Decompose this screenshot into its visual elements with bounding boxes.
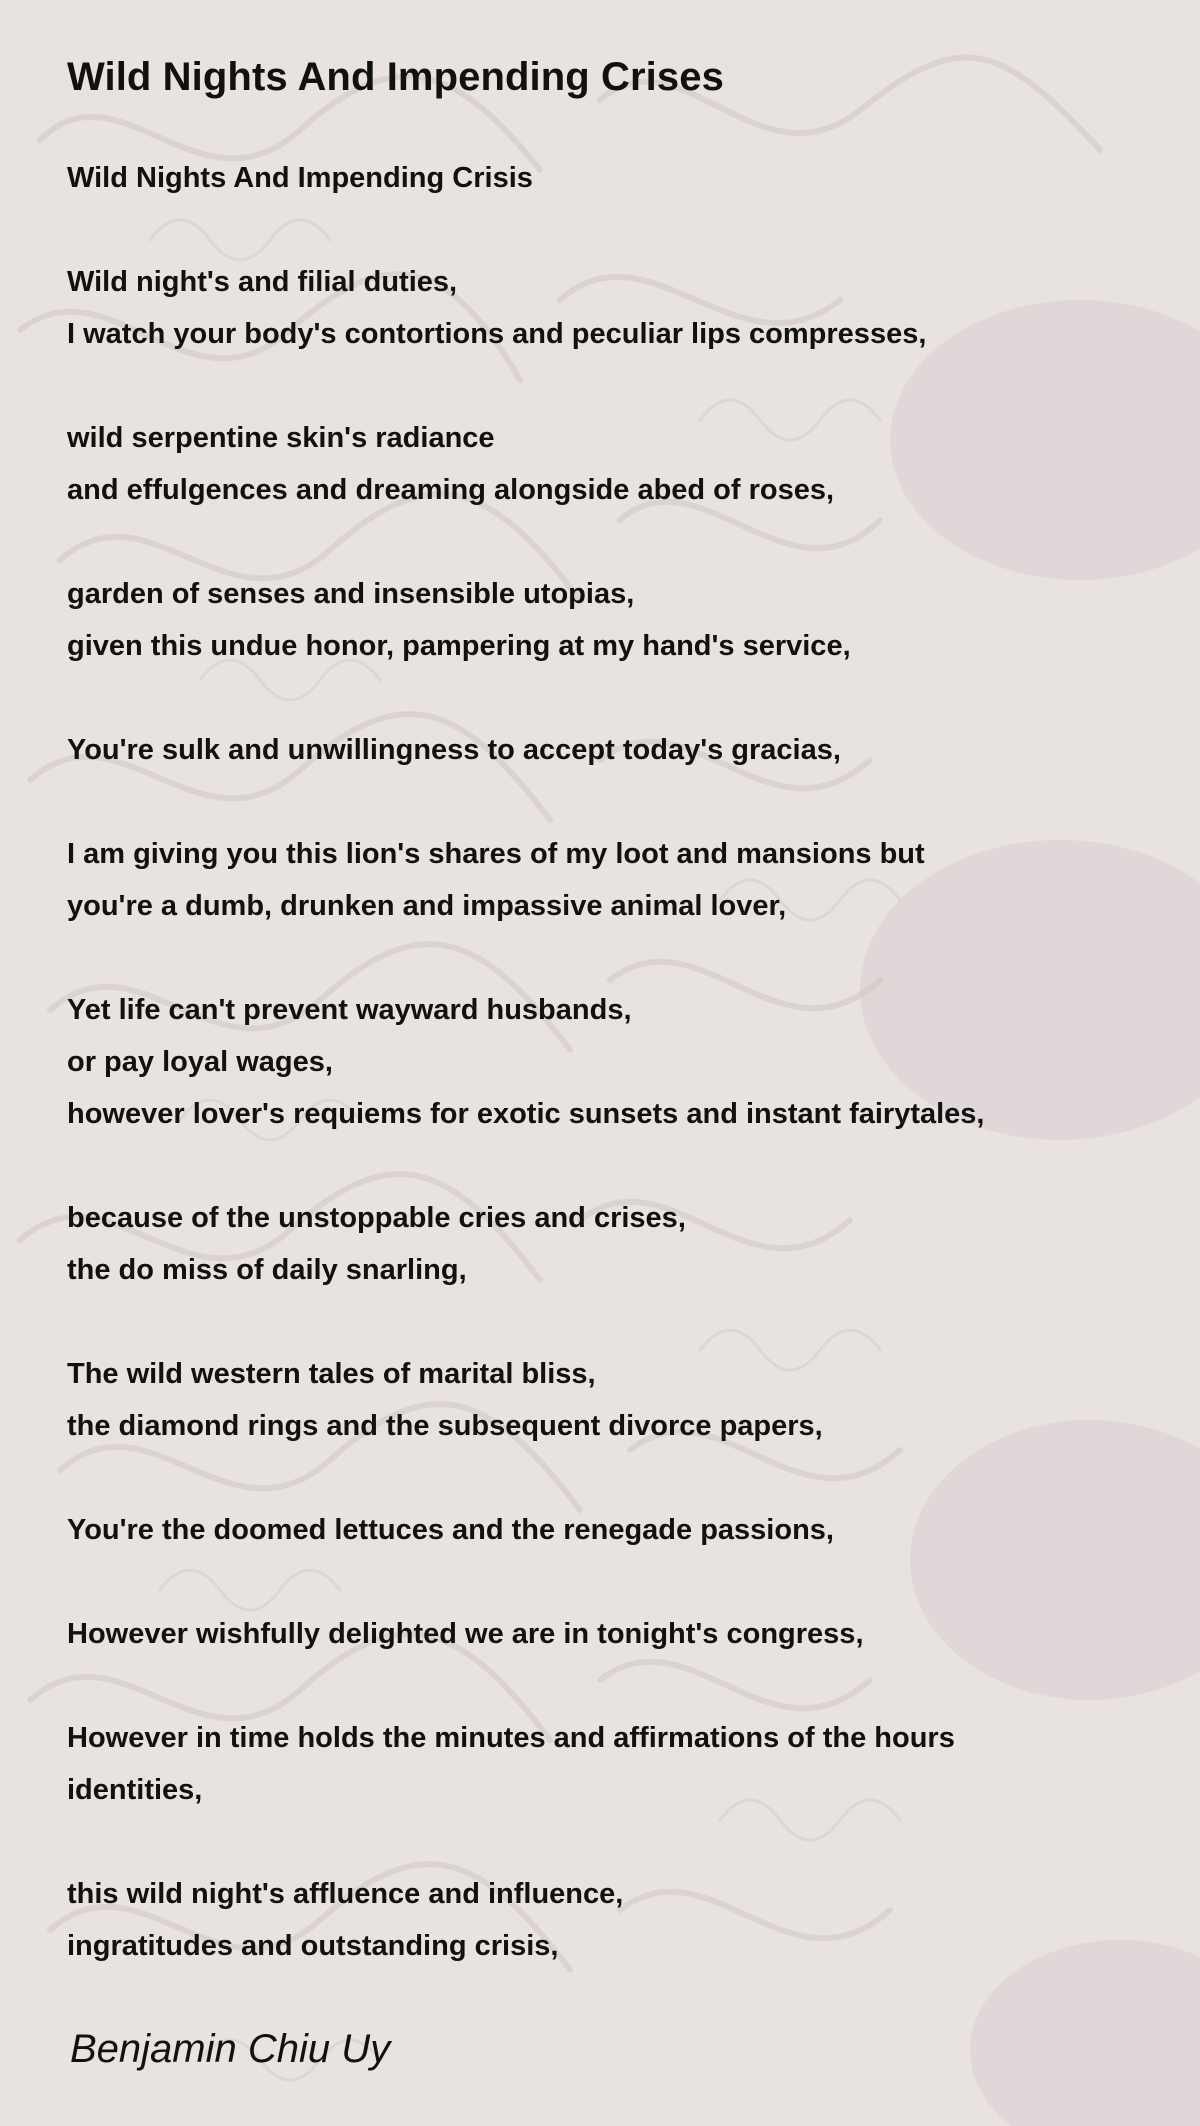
poem-line: Wild Nights And Impending Crisis bbox=[67, 162, 533, 194]
poem-line: I am giving you this lion's shares of my loot and mansions but bbox=[67, 838, 925, 870]
poem-line: ingratitudes and outstanding crisis, bbox=[67, 1930, 559, 1962]
poem-line: However wishfully delighted we are in tonight's congress, bbox=[67, 1618, 864, 1650]
stanza-break bbox=[67, 776, 1147, 828]
stanza-break bbox=[67, 1556, 1147, 1608]
poem-author: Benjamin Chiu Uy bbox=[70, 2027, 391, 2071]
poem-page bbox=[67, 50, 1147, 2074]
stanza-break bbox=[67, 1660, 1147, 1712]
poem-line: because of the unstoppable cries and crises, bbox=[67, 1202, 686, 1234]
poem-line: and effulgences and dreaming alongside abed of roses, bbox=[67, 474, 835, 506]
poem-line: You're sulk and unwillingness to accept today's gracias, bbox=[67, 734, 841, 766]
poem-body bbox=[67, 152, 1147, 1972]
stanza-break bbox=[67, 516, 1147, 568]
stanza-break bbox=[67, 360, 1147, 412]
stanza-break bbox=[67, 204, 1147, 256]
poem-line: I watch your body's contortions and peculiar lips compresses, bbox=[67, 318, 927, 350]
poem-line: wild serpentine skin's radiance bbox=[67, 422, 495, 454]
stanza-break bbox=[67, 672, 1147, 724]
poem-line: The wild western tales of marital bliss, bbox=[67, 1358, 596, 1390]
poem-line: garden of senses and insensible utopias, bbox=[67, 578, 635, 610]
poem-line: identities, bbox=[67, 1774, 203, 1806]
poem-line: given this undue honor, pampering at my hand's service, bbox=[67, 630, 851, 662]
stanza-break bbox=[67, 1140, 1147, 1192]
poem-line: Yet life can't prevent wayward husbands, bbox=[67, 994, 632, 1026]
poem-line: You're the doomed lettuces and the renegade passions, bbox=[67, 1514, 834, 1546]
stanza-break bbox=[67, 1452, 1147, 1504]
poem-line: however lover's requiems for exotic sunsets and instant fairytales, bbox=[67, 1098, 985, 1130]
stanza-break bbox=[67, 932, 1147, 984]
poem-line: the do miss of daily snarling, bbox=[67, 1254, 467, 1286]
stanza-break bbox=[67, 1296, 1147, 1348]
stanza-break bbox=[67, 1816, 1147, 1868]
poem-title: Wild Nights And Impending Crises bbox=[67, 55, 724, 99]
poem-line: However in time holds the minutes and affirmations of the hours bbox=[67, 1722, 955, 1754]
poem-line: you're a dumb, drunken and impassive animal lover, bbox=[67, 890, 787, 922]
poem-line: Wild night's and filial duties, bbox=[67, 266, 458, 298]
poem-line: or pay loyal wages, bbox=[67, 1046, 333, 1078]
poem-line: the diamond rings and the subsequent divorce papers, bbox=[67, 1410, 823, 1442]
poem-line: this wild night's affluence and influence, bbox=[67, 1878, 624, 1910]
